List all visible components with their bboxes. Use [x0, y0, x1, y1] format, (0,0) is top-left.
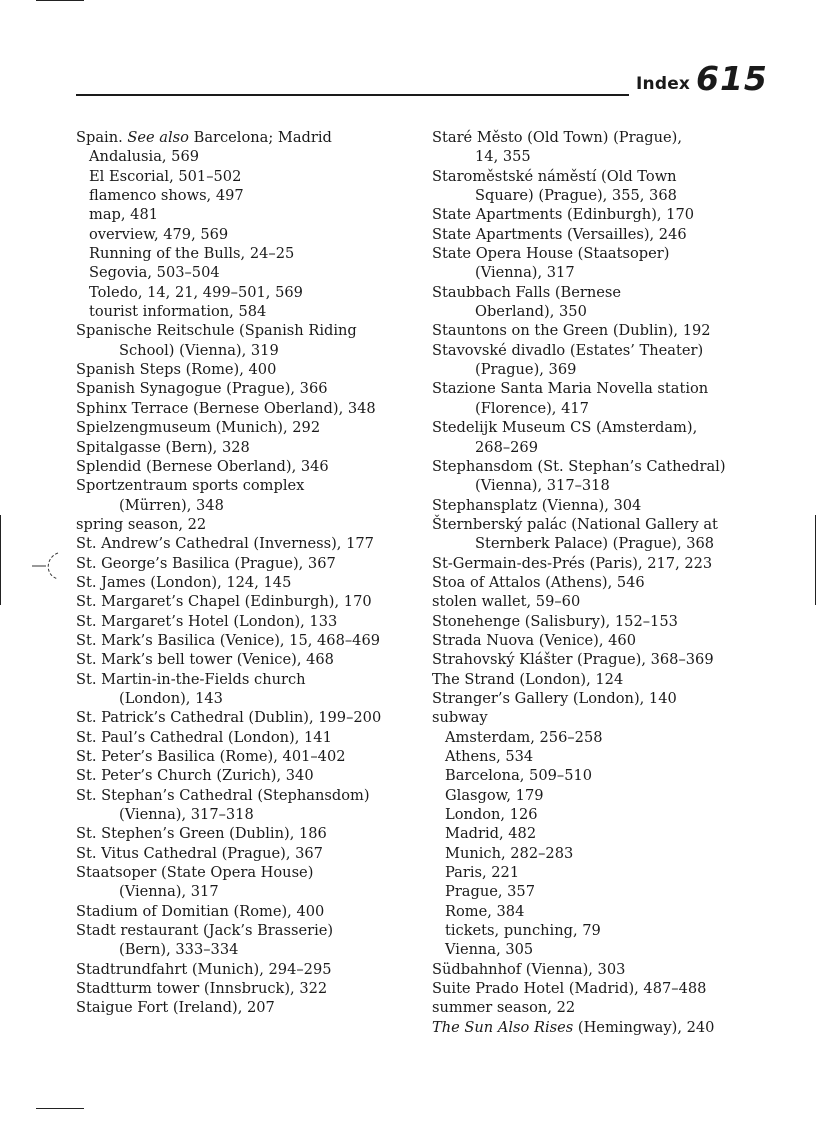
index-entry — [76, 728, 421, 747]
entry-text: Stephansdom (St. Stephan’s Cathedral) — [432, 457, 726, 475]
index-entry — [432, 554, 772, 573]
entry-text: State Apartments (Edinburgh), 170 — [432, 206, 695, 224]
index-entry — [76, 708, 421, 727]
entry-text: Strahovský Klášter (Prague), 368–369 — [432, 651, 714, 669]
entry-text: Toledo, 14, 21, 499–501, 569 — [89, 283, 303, 301]
entry-text: tourist information, 584 — [89, 303, 267, 321]
entry-italic-text: The Sun Also Rises — [432, 1018, 574, 1036]
header-rule — [76, 94, 629, 96]
entry-text: Paris, 221 — [445, 864, 520, 882]
index-subentry — [432, 882, 772, 901]
index-entry — [432, 205, 772, 224]
entry-continuation: (Vienna), 317–318 — [119, 806, 254, 824]
entry-text: State Opera House (Staatsoper) — [432, 245, 670, 263]
entry-continuation: School) (Vienna), 319 — [119, 341, 279, 359]
entry-continuation: 268–269 — [475, 438, 539, 456]
index-subentry — [432, 805, 772, 824]
index-subentry — [432, 844, 772, 863]
entry-continuation: (Vienna), 317 — [475, 264, 575, 282]
index-entry — [432, 1018, 772, 1037]
index-subentry — [432, 786, 772, 805]
entry-text: overview, 479, 569 — [89, 225, 229, 243]
entry-text: Munich, 282–283 — [445, 844, 574, 862]
entry-text: St. Andrew’s Cathedral (Inverness), 177 — [76, 535, 374, 553]
entry-text: Spitalgasse (Bern), 328 — [76, 438, 250, 456]
index-subentry — [76, 147, 421, 166]
index-subentry — [432, 921, 772, 940]
entry-text: Sphinx Terrace (Bernese Oberland), 348 — [76, 399, 376, 417]
entry-text: Stadt restaurant (Jack’s Brasserie) — [76, 922, 334, 940]
index-subentry — [76, 244, 421, 263]
index-entry — [432, 457, 772, 496]
entry-text: Rome, 384 — [445, 902, 525, 920]
index-subentry — [432, 747, 772, 766]
index-entry — [76, 844, 421, 863]
index-subentry — [432, 728, 772, 747]
entry-text: St. Mark’s bell tower (Venice), 468 — [76, 651, 334, 669]
index-subentry — [76, 186, 421, 205]
index-entry — [76, 650, 421, 669]
entry-text: St. Margaret’s Hotel (London), 133 — [76, 612, 338, 630]
index-entry — [76, 921, 421, 960]
entry-rest-text: (Hemingway), 240 — [573, 1018, 715, 1036]
entry-text: St. Stephan’s Cathedral (Stephansdom) — [76, 786, 370, 804]
entry-text: Stavovské divadlo (Estates’ Theater) — [432, 341, 704, 359]
index-entry — [76, 438, 421, 457]
index-entry — [76, 379, 421, 398]
index-entry — [432, 979, 772, 998]
entry-text: St. Margaret’s Chapel (Edinburgh), 170 — [76, 593, 372, 611]
entry-text: St. George’s Basilica (Prague), 367 — [76, 554, 336, 572]
entry-continuation: Oberland), 350 — [475, 303, 587, 321]
index-entry — [76, 515, 421, 534]
entry-text: Stadtrundfahrt (Munich), 294–295 — [76, 960, 332, 978]
index-entry — [76, 592, 421, 611]
entry-text: St. Martin-in-the-Fields church — [76, 670, 306, 688]
index-entry — [432, 167, 772, 206]
binding-mark-icon — [32, 551, 72, 581]
index-subentry — [76, 205, 421, 224]
index-entry — [76, 786, 421, 825]
entry-continuation: (Bern), 333–334 — [119, 941, 239, 959]
entry-text: Amsterdam, 256–258 — [445, 728, 603, 746]
entry-text: Spain. — [76, 129, 123, 146]
index-column-left — [76, 128, 421, 1018]
entry-text: Glasgow, 179 — [445, 786, 544, 804]
index-subentry — [76, 225, 421, 244]
index-entry — [76, 612, 421, 631]
entry-text: El Escorial, 501–502 — [89, 167, 242, 185]
entry-continuation: (Vienna), 317 — [119, 883, 219, 901]
entry-text: Stedelijk Museum CS (Amsterdam), — [432, 419, 698, 437]
entry-text: map, 481 — [89, 206, 159, 224]
entry-text: Stadium of Domitian (Rome), 400 — [76, 902, 325, 920]
index-subentry — [76, 263, 421, 282]
entry-text: summer season, 22 — [432, 999, 576, 1017]
index-entry — [432, 244, 772, 283]
index-subentry — [432, 940, 772, 959]
entry-text: St. Peter’s Church (Zurich), 340 — [76, 767, 314, 785]
running-head-label: Index — [636, 74, 691, 94]
index-entry — [432, 418, 772, 457]
index-entry — [432, 960, 772, 979]
entry-text: Südbahnhof (Vienna), 303 — [432, 960, 626, 978]
index-subentry — [432, 824, 772, 843]
index-entry — [76, 128, 421, 147]
entry-text: Stadtturm tower (Innsbruck), 322 — [76, 980, 328, 998]
index-subentry — [432, 902, 772, 921]
index-entry — [76, 960, 421, 979]
index-entry — [76, 747, 421, 766]
index-entry — [432, 612, 772, 631]
entry-text: Prague, 357 — [445, 883, 536, 901]
crop-mark-left — [0, 515, 1, 605]
index-entry — [76, 399, 421, 418]
index-entry — [76, 902, 421, 921]
entry-text: Stazione Santa Maria Novella station — [432, 380, 709, 398]
entry-text: St-Germain-des-Prés (Paris), 217, 223 — [432, 554, 713, 572]
index-entry — [76, 476, 421, 515]
entry-text: Stoa of Attalos (Athens), 546 — [432, 573, 645, 591]
entry-continuation: (Mürren), 348 — [119, 496, 224, 514]
entry-text: Spanish Synagogue (Prague), 366 — [76, 380, 328, 398]
index-entry — [432, 670, 772, 689]
index-entry — [76, 979, 421, 998]
entry-continuation: 14, 355 — [475, 148, 531, 166]
entry-text: St. Peter’s Basilica (Rome), 401–402 — [76, 748, 346, 765]
index-entry — [76, 418, 421, 437]
entry-text: Sportzentraum sports complex — [76, 477, 305, 495]
index-entry — [432, 998, 772, 1017]
index-entry — [76, 863, 421, 902]
index-entry — [432, 708, 772, 727]
entry-text: Athens, 534 — [445, 748, 534, 765]
entry-text: tickets, punching, 79 — [445, 922, 601, 940]
index-entry — [76, 631, 421, 650]
index-subentry — [432, 863, 772, 882]
entry-text: Madrid, 482 — [445, 825, 537, 843]
entry-text: Spielzengmuseum (Munich), 292 — [76, 419, 321, 437]
index-subentry — [76, 167, 421, 186]
index-entry — [76, 534, 421, 553]
entry-text: Suite Prado Hotel (Madrid), 487–488 — [432, 980, 707, 998]
entry-text: Strada Nuova (Venice), 460 — [432, 631, 636, 649]
index-entry — [432, 592, 772, 611]
index-column-right — [432, 128, 772, 1037]
entry-text: flamenco shows, 497 — [89, 187, 244, 205]
index-entry — [432, 321, 772, 340]
entry-text: Spanish Steps (Rome), 400 — [76, 361, 277, 379]
entry-text: Vienna, 305 — [445, 941, 534, 959]
entry-text: State Apartments (Versailles), 246 — [432, 225, 687, 243]
entry-text: The Strand (London), 124 — [432, 670, 624, 688]
entry-text: Splendid (Bernese Oberland), 346 — [76, 457, 329, 475]
index-entry — [432, 631, 772, 650]
index-entry — [432, 496, 772, 515]
entry-text: Stranger’s Gallery (London), 140 — [432, 689, 677, 707]
index-entry — [432, 573, 772, 592]
entry-text: Barcelona, 509–510 — [445, 767, 593, 785]
index-entry — [432, 128, 772, 167]
crop-mark-top — [36, 0, 84, 1]
entry-text: stolen wallet, 59–60 — [432, 593, 581, 611]
entry-text: Stauntons on the Green (Dublin), 192 — [432, 322, 711, 340]
entry-text: Running of the Bulls, 24–25 — [89, 245, 295, 263]
index-entry — [432, 283, 772, 322]
entry-text: St. James (London), 124, 145 — [76, 573, 292, 591]
entry-text: Stonehenge (Salisbury), 152–153 — [432, 612, 678, 630]
index-entry — [76, 573, 421, 592]
index-entry — [432, 650, 772, 669]
entry-text: St. Mark’s Basilica (Venice), 15, 468–469 — [76, 631, 381, 649]
entry-continuation: Square) (Prague), 355, 368 — [475, 187, 677, 205]
index-entry — [432, 341, 772, 380]
entry-continuation: (Florence), 417 — [475, 399, 589, 417]
index-entry — [432, 225, 772, 244]
index-subentry — [76, 283, 421, 302]
index-entry — [76, 360, 421, 379]
index-entry — [432, 379, 772, 418]
entry-continuation: (Prague), 369 — [475, 361, 577, 379]
index-subentry — [76, 302, 421, 321]
entry-text: Staatsoper (State Opera House) — [76, 864, 314, 882]
index-entry — [76, 670, 421, 709]
entry-text: Staroměstské náměstí (Old Town — [432, 167, 677, 185]
entry-text: spring season, 22 — [76, 515, 207, 533]
index-entry — [76, 321, 421, 360]
index-subentry — [432, 766, 772, 785]
index-entry — [432, 515, 772, 554]
entry-text: St. Vitus Cathedral (Prague), 367 — [76, 844, 323, 862]
entry-text: Staubbach Falls (Bernese — [432, 283, 622, 301]
crop-mark-bottom — [36, 1108, 84, 1109]
entry-text: Staré Město (Old Town) (Prague), — [432, 129, 682, 146]
index-entry — [76, 824, 421, 843]
entry-continuation: (Vienna), 317–318 — [475, 477, 610, 495]
entry-text: Staigue Fort (Ireland), 207 — [76, 999, 275, 1017]
entry-rest-text: Barcelona; Madrid — [188, 129, 332, 146]
entry-text: St. Stephen’s Green (Dublin), 186 — [76, 825, 327, 843]
entry-continuation: Sternberk Palace) (Prague), 368 — [475, 535, 715, 553]
entry-continuation: (London), 143 — [119, 689, 223, 707]
index-entry — [76, 457, 421, 476]
index-entry — [76, 766, 421, 785]
entry-text: Segovia, 503–504 — [89, 264, 220, 282]
entry-text: Šternberský palác (National Gallery at — [432, 515, 718, 533]
entry-italic-text: See also — [122, 129, 189, 146]
entry-text: St. Patrick’s Cathedral (Dublin), 199–200 — [76, 709, 382, 727]
entry-text: St. Paul’s Cathedral (London), 141 — [76, 728, 332, 746]
index-entry — [76, 998, 421, 1017]
index-entry — [432, 689, 772, 708]
index-entry — [76, 554, 421, 573]
entry-text: Stephansplatz (Vienna), 304 — [432, 496, 642, 514]
entry-text: subway — [432, 709, 488, 727]
entry-text: London, 126 — [445, 806, 538, 824]
entry-text: Andalusia, 569 — [89, 148, 200, 166]
entry-text: Spanische Reitschule (Spanish Riding — [76, 322, 357, 340]
page-number: 615 — [696, 59, 768, 98]
